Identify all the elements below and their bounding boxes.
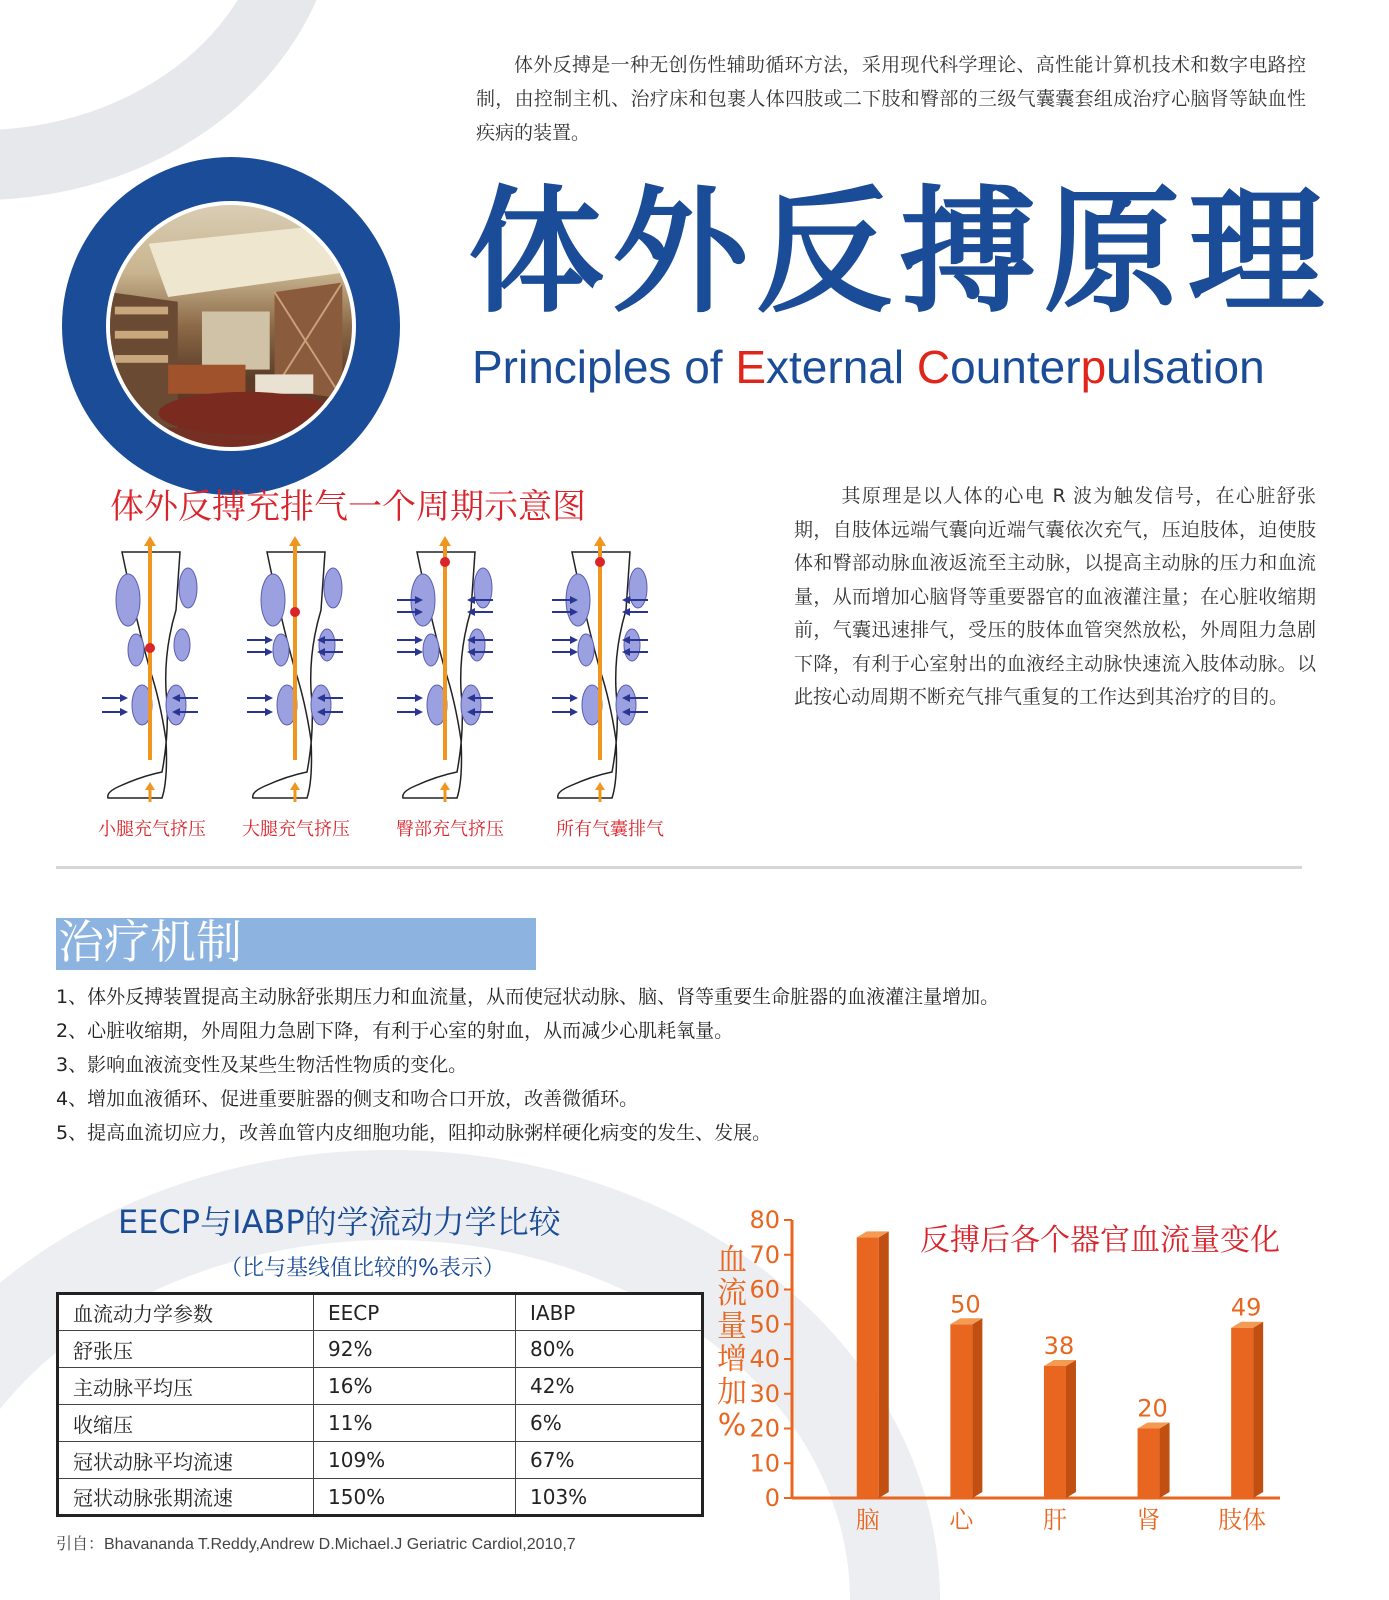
table-cell: 11%	[314, 1405, 516, 1442]
y-tick-label: 0	[764, 1484, 780, 1512]
bar-value-label: 20	[1137, 1394, 1168, 1423]
table-cell: 舒张压	[58, 1331, 314, 1368]
title-en-part: xternal	[766, 341, 917, 393]
chart-title: 反搏后各个器官血流量变化	[920, 1223, 1280, 1258]
principle-paragraph: 其原理是以人体的心电 R 波为触发信号，在心脏舒张期，自肢体远端气囊向近端气囊依次充气，压迫肢体，迫使肢体和臀部动脉血液返流至主动脉，以提高主动脉的压力和血流量，从而增加心脑肾等重要器官的血液灌注量；在心脏收缩期前，气囊迅速排气，受压的肢体血管突然放松，外周阻力急剧下降，有利于心室射出的血液经主动脉快速流入肢体动脉。以此按心动周期不断充气排气重复的工作达到其治疗的目的。	[794, 485, 1316, 708]
table-cell: 80%	[516, 1331, 703, 1368]
y-tick-label: 30	[749, 1379, 780, 1408]
stage-label-calf: 小腿充气挤压	[98, 819, 206, 840]
blood-flow-chart	[717, 1206, 1320, 1590]
page-title: 体外反搏原理	[468, 174, 1332, 332]
citation: 引自：Bhavananda T.Reddy,Andrew D.Michael.J Geriatric Cardiol,2010,7	[56, 1536, 576, 1553]
mechanism-heading: 治疗机制	[58, 915, 242, 969]
x-tick-label: 脑	[855, 1506, 880, 1534]
table-cell: 6%	[516, 1405, 703, 1442]
y-tick-label: 70	[749, 1240, 780, 1269]
title-en-highlight: p	[1080, 341, 1107, 393]
page-title-english	[472, 340, 1265, 394]
table-cell: 收缩压	[58, 1405, 314, 1442]
y-axis-label-char: 血	[717, 1243, 747, 1278]
bar	[1044, 1366, 1066, 1498]
bar-side	[1066, 1360, 1076, 1498]
bar-side	[1160, 1423, 1170, 1499]
leg-stage-1	[102, 536, 198, 802]
intro-paragraph: 体外反搏是一种无创伤性辅助循环方法，采用现代科学理论、高性能计算机技术和数字电路控制，由控制主机、治疗床和包裹人体四肢或二下肢和臀部的三级气囊囊套组成治疗心脑肾等缺血性疾病的装置。	[476, 54, 1306, 144]
treatment-room-photo	[106, 201, 356, 451]
table-row	[58, 1442, 703, 1479]
title-en-part: ulsation	[1106, 341, 1265, 393]
leg-stage-3	[397, 536, 493, 802]
mechanism-list	[56, 980, 1326, 1150]
comparison-table	[56, 1292, 704, 1517]
x-tick-label: 肝	[1042, 1506, 1067, 1534]
table-cell: 92%	[314, 1331, 516, 1368]
y-tick-label: 60	[749, 1275, 780, 1304]
mechanism-item: 3、影响血液流变性及某些生物活性物质的变化。	[56, 1054, 468, 1076]
table-cell: 冠状动脉平均流速	[58, 1442, 314, 1479]
table-cell: 冠状动脉张期流速	[58, 1479, 314, 1516]
table-header-cell: IABP	[516, 1294, 703, 1331]
stage-label-thigh: 大腿充气挤压	[242, 819, 350, 840]
y-axis-label-char: 增	[717, 1342, 747, 1377]
y-axis-label-char: 量	[717, 1309, 747, 1344]
bar-value-label: 50	[950, 1290, 981, 1319]
leg-stage-4	[552, 536, 648, 802]
comparison-title: EECP与IABP的学流动力学比较	[118, 1203, 561, 1241]
bar-value-label: 38	[1043, 1331, 1075, 1360]
mechanism-item: 4、增加血液循环、促进重要脏器的侧支和吻合口开放，改善微循环。	[56, 1088, 639, 1110]
bar	[857, 1237, 879, 1498]
y-tick-label: 10	[749, 1449, 780, 1478]
table-row	[58, 1479, 703, 1516]
stage-label-buttock: 臀部充气挤压	[396, 819, 504, 840]
table-row	[58, 1331, 703, 1368]
cycle-diagram-title: 体外反搏充排气一个周期示意图	[110, 487, 586, 527]
stage-label-deflate: 所有气囊排气	[556, 819, 664, 840]
mechanism-item: 1、体外反搏装置提高主动脉舒张期压力和血流量，从而使冠状动脉、脑、肾等重要生命脏器的血液灌注量增加。	[56, 986, 1000, 1008]
table-cell: 109%	[314, 1442, 516, 1479]
table-row	[58, 1405, 703, 1442]
title-en-highlight: E	[735, 341, 767, 393]
bar	[1138, 1429, 1160, 1499]
y-tick-label: 40	[749, 1345, 780, 1373]
y-tick-label: 50	[749, 1310, 780, 1339]
x-tick-label: 心	[949, 1506, 974, 1534]
table-cell: 42%	[516, 1368, 703, 1405]
section-divider	[56, 866, 1302, 869]
x-tick-label: 肢体	[1218, 1506, 1267, 1534]
comparison-subtitle: （比与基线值比较的%表示）	[220, 1256, 505, 1281]
x-tick-label: 肾	[1136, 1506, 1161, 1534]
table-cell: 主动脉平均压	[58, 1368, 314, 1405]
table-cell: 103%	[516, 1479, 703, 1516]
title-en-highlight: C	[916, 341, 951, 393]
cycle-diagram	[92, 528, 692, 808]
table-header-row	[58, 1294, 703, 1331]
y-axis-label-char: %	[717, 1408, 747, 1443]
bar	[1231, 1328, 1253, 1498]
mechanism-item: 5、提高血流切应力，改善血管内皮细胞功能，阻抑动脉粥样硬化病变的发生、发展。	[56, 1122, 772, 1144]
y-tick-label: 80	[749, 1206, 780, 1234]
table-cell: 67%	[516, 1442, 703, 1479]
table-row	[58, 1368, 703, 1405]
bar-value-label: 49	[1230, 1293, 1262, 1322]
y-axis-label-char: 流	[717, 1276, 747, 1311]
bar-side	[972, 1318, 982, 1498]
y-axis-label-char: 加	[717, 1375, 747, 1410]
title-en-part: ounter	[950, 341, 1081, 393]
table-header-cell: 血流动力学参数	[58, 1294, 314, 1331]
table-cell: 16%	[314, 1368, 516, 1405]
table-cell: 150%	[314, 1479, 516, 1516]
bar-side	[1253, 1322, 1263, 1498]
photo-ring	[62, 157, 400, 495]
bar-side	[879, 1231, 889, 1498]
blood-flow-chart-svg	[717, 1206, 1320, 1590]
mechanism-item: 2、心脏收缩期，外周阻力急剧下降，有利于心室的射血，从而减少心肌耗氧量。	[56, 1020, 734, 1042]
bar	[950, 1324, 972, 1498]
leg-stage-2	[247, 536, 343, 802]
title-en-part: Principles of	[472, 341, 736, 393]
table-header-cell: EECP	[314, 1294, 516, 1331]
y-tick-label: 20	[749, 1414, 780, 1443]
